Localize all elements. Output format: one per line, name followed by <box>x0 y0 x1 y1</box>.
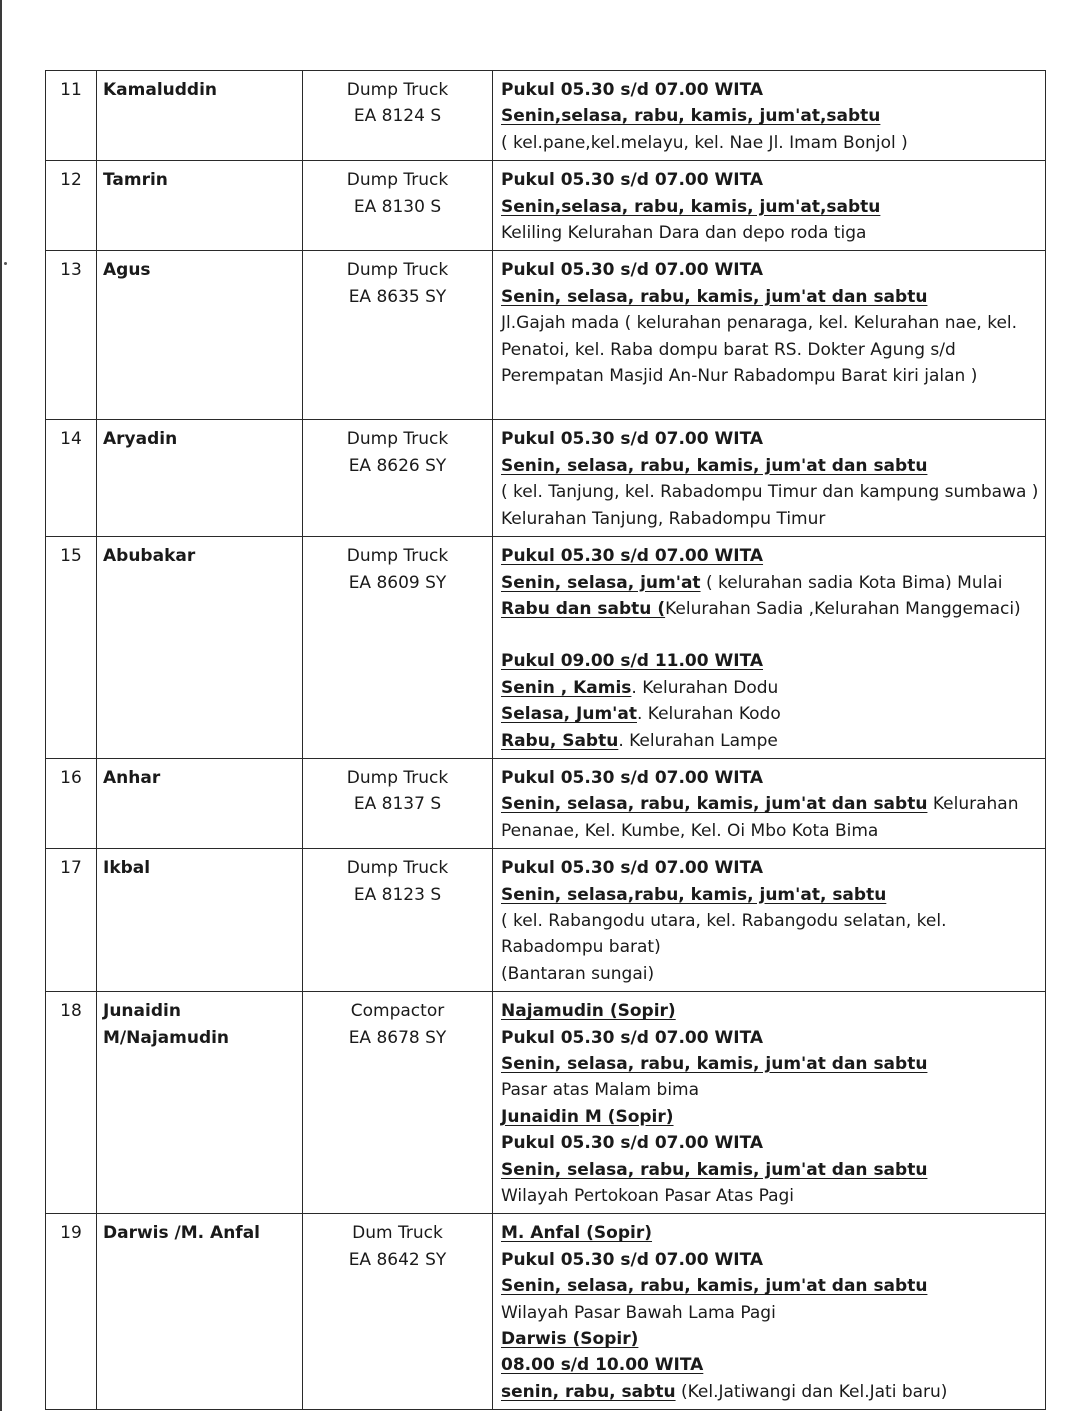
vehicle-type: Dump Truck <box>346 546 449 567</box>
schedule-line <box>501 675 1039 701</box>
row-number: 11 <box>46 71 97 161</box>
table-row <box>46 537 1046 759</box>
schedule-line: Senin, selasa, rabu, kamis, jum'at dan sabtu <box>501 1054 928 1074</box>
schedule-cell <box>493 849 1046 992</box>
schedule-days-label: Selasa, Jum'at <box>501 704 637 725</box>
schedule-area-text: Kelurahan Sadia ,Kelurahan Manggemaci) <box>665 598 1021 619</box>
schedule-cell <box>493 420 1046 537</box>
row-number: 14 <box>46 420 97 537</box>
driver-name: Kamaluddin <box>97 71 303 161</box>
schedule-line: ( kel.pane,kel.melayu, kel. Nae Jl. Imam Bonjol ) <box>501 132 908 153</box>
schedule-line: Pukul 05.30 s/d 07.00 WITA <box>501 170 764 191</box>
vehicle-type: Dump Truck <box>346 170 449 191</box>
vehicle-type: Dump Truck <box>346 858 449 879</box>
vehicle-cell <box>303 1214 493 1410</box>
vehicle-plate: EA 8609 SY <box>348 572 447 593</box>
schedule-cell <box>493 161 1046 251</box>
driver-name: Aryadin <box>97 420 303 537</box>
vehicle-type: Compactor <box>350 1001 445 1022</box>
vehicle-plate: EA 8642 SY <box>348 1249 447 1270</box>
schedule-line: Senin, selasa, rabu, kamis, jum'at dan sabtu <box>501 1159 928 1180</box>
vehicle-type: Dump Truck <box>346 429 449 450</box>
schedule-line: Senin, selasa, rabu, kamis, jum'at dan sabtu <box>501 286 928 307</box>
schedule-line: Jl.Gajah mada ( kelurahan penaraga, kel. Kelurahan nae, kel. Penatoi, kel. Raba dompu barat RS. Dokter Agung s/d Perempatan Masjid An-Nur Rabadompu Barat kiri jalan ) <box>501 313 1018 387</box>
schedule-line: Pukul 05.30 s/d 07.00 WITA <box>501 1027 764 1048</box>
schedule-line: Pukul 09.00 s/d 11.00 WITA <box>501 651 764 672</box>
schedule-line: Pukul 05.30 s/d 07.00 WITA <box>501 429 764 450</box>
schedule-line: Pukul 05.30 s/d 07.00 WITA <box>501 1249 764 1270</box>
vehicle-cell <box>303 537 493 759</box>
schedule-line: Pukul 05.30 s/d 07.00 WITA <box>501 80 764 100</box>
page-edge-line <box>0 0 2 1411</box>
blank-line <box>501 389 1039 415</box>
schedule-line: Darwis (Sopir) <box>501 1329 639 1350</box>
table-row <box>46 71 1046 161</box>
schedule-line: Junaidin M (Sopir) <box>501 1106 674 1127</box>
schedule-line: (Bantaran sungai) <box>501 963 655 984</box>
schedule-line: Pukul 05.30 s/d 07.00 WITA <box>501 260 764 281</box>
schedule-line: Senin,selasa, rabu, kamis, jum'at,sabtu <box>501 106 881 127</box>
vehicle-plate: EA 8678 SY <box>348 1027 447 1048</box>
schedule-days-label: Rabu dan sabtu ( <box>501 598 666 619</box>
row-number: 17 <box>46 849 97 992</box>
schedule-line <box>501 791 1039 817</box>
vehicle-cell <box>303 992 493 1214</box>
schedule-days-label: Rabu, Sabtu <box>501 730 619 751</box>
schedule-line: Pukul 05.30 s/d 07.00 WITA <box>501 1133 764 1154</box>
schedule-cell <box>493 537 1046 759</box>
row-number: 13 <box>46 251 97 420</box>
schedule-area-text: . Kelurahan Kodo <box>636 704 781 725</box>
schedule-line: Senin, selasa, rabu, kamis, jum'at dan sabtu <box>501 1276 928 1297</box>
schedule-line: Pukul 05.30 s/d 07.00 WITA <box>501 546 764 567</box>
schedule-line: Najamudin (Sopir) <box>501 1001 676 1022</box>
schedule-line: Wilayah Pasar Bawah Lama Pagi <box>501 1302 776 1323</box>
row-number: 19 <box>46 1214 97 1410</box>
driver-name: Agus <box>97 251 303 420</box>
schedule-table <box>45 70 1046 1410</box>
schedule-line: Penanae, Kel. Kumbe, Kel. Oi Mbo Kota Bima <box>501 820 879 841</box>
vehicle-cell <box>303 758 493 848</box>
schedule-table-body <box>46 71 1046 1410</box>
schedule-line <box>501 701 1039 727</box>
schedule-line <box>501 570 1039 596</box>
schedule-line: Pasar atas Malam bima <box>501 1080 700 1101</box>
row-number: 16 <box>46 758 97 848</box>
scan-speck <box>4 262 7 265</box>
schedule-line: Senin,selasa, rabu, kamis, jum'at,sabtu <box>501 196 881 217</box>
schedule-line: ( kel. Tanjung, kel. Rabadompu Timur dan kampung sumbawa ) <box>501 482 1039 503</box>
driver-name: Anhar <box>97 758 303 848</box>
schedule-line <box>501 596 1039 622</box>
vehicle-type: Dump Truck <box>346 767 449 788</box>
table-row <box>46 161 1046 251</box>
schedule-line: Keliling Kelurahan Dara dan depo roda tiga <box>501 223 867 244</box>
vehicle-cell <box>303 849 493 992</box>
vehicle-cell <box>303 71 493 161</box>
vehicle-type: Dum Truck <box>352 1223 443 1244</box>
table-row <box>46 251 1046 420</box>
schedule-line: Kelurahan Tanjung, Rabadompu Timur <box>501 508 826 529</box>
schedule-cell <box>493 1214 1046 1410</box>
vehicle-type: Dump Truck <box>346 260 449 281</box>
schedule-days-label: Senin, selasa, jum'at <box>501 572 701 593</box>
row-number: 15 <box>46 537 97 759</box>
driver-name: Abubakar <box>97 537 303 759</box>
schedule-line: ( kel. Rabangodu utara, kel. Rabangodu selatan, kel. Rabadompu barat) <box>501 910 947 958</box>
vehicle-type: Dump Truck <box>346 80 449 100</box>
schedule-area-text: . Kelurahan Lampe <box>618 730 778 751</box>
schedule-area-text: (Kel.Jatiwangi dan Kel.Jati baru) <box>675 1381 948 1402</box>
schedule-line: Pukul 05.30 s/d 07.00 WITA <box>501 858 764 879</box>
schedule-line: 08.00 s/d 10.00 WITA <box>501 1355 704 1376</box>
schedule-line: Wilayah Pertokoan Pasar Atas Pagi <box>501 1186 795 1207</box>
row-number: 18 <box>46 992 97 1214</box>
driver-name: Darwis /M. Anfal <box>97 1214 303 1410</box>
schedule-line: Senin, selasa,rabu, kamis, jum'at, sabtu <box>501 884 887 905</box>
schedule-line <box>501 728 1039 754</box>
table-row <box>46 758 1046 848</box>
table-row <box>46 420 1046 537</box>
schedule-days-label: senin, rabu, sabtu <box>501 1381 676 1402</box>
schedule-line: Pukul 05.30 s/d 07.00 WITA <box>501 767 764 788</box>
table-row <box>46 992 1046 1214</box>
vehicle-cell <box>303 420 493 537</box>
blank-line <box>501 622 1039 648</box>
table-row <box>46 849 1046 992</box>
schedule-line <box>501 1379 1039 1405</box>
driver-name: Ikbal <box>97 849 303 992</box>
vehicle-plate: EA 8137 S <box>353 794 442 815</box>
schedule-cell <box>493 251 1046 420</box>
schedule-area-text: . Kelurahan Dodu <box>631 677 779 698</box>
schedule-days-label: Senin , Kamis <box>501 677 632 698</box>
schedule-cell <box>493 71 1046 161</box>
vehicle-plate: EA 8123 S <box>353 884 442 905</box>
driver-name: Junaidin M/Najamudin <box>97 992 303 1214</box>
schedule-days-label: Senin, selasa, rabu, kamis, jum'at dan sabtu <box>501 794 928 815</box>
vehicle-cell <box>303 161 493 251</box>
table-row <box>46 1214 1046 1410</box>
vehicle-plate: EA 8635 SY <box>348 286 447 307</box>
schedule-cell <box>493 992 1046 1214</box>
schedule-line: M. Anfal (Sopir) <box>501 1223 653 1244</box>
vehicle-plate: EA 8124 S <box>353 106 442 127</box>
schedule-area-text: ( kelurahan sadia Kota Bima) Mulai <box>700 572 1003 593</box>
row-number: 12 <box>46 161 97 251</box>
vehicle-plate: EA 8130 S <box>353 196 442 217</box>
schedule-cell <box>493 758 1046 848</box>
vehicle-cell <box>303 251 493 420</box>
driver-name: Tamrin <box>97 161 303 251</box>
schedule-area-text: Kelurahan <box>927 794 1019 815</box>
schedule-line: Senin, selasa, rabu, kamis, jum'at dan sabtu <box>501 455 928 476</box>
vehicle-plate: EA 8626 SY <box>348 455 447 476</box>
